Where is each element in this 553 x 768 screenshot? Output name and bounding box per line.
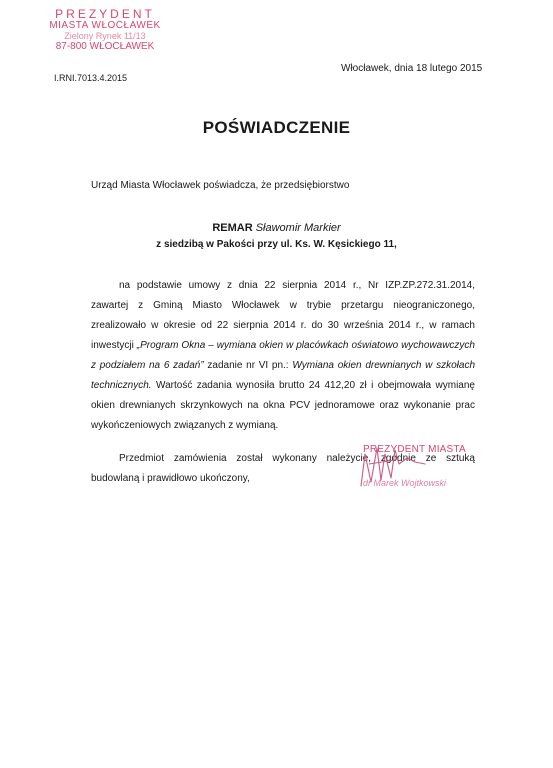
company-name: [0, 222, 553, 234]
body-paragraph-1: [91, 276, 475, 436]
company-address: z siedzibą w Pakości przy ul. Ks. W. Kęsickiego 11,: [156, 239, 397, 250]
document-title: POŚWIADCZENIE: [202, 118, 351, 137]
reference-number: I.RNI.7013.4.2015: [54, 73, 128, 83]
stamp-line-2: MIASTA WŁOCŁAWEK: [49, 20, 161, 31]
body-p1-task-name: Wymiana okien drewnianych w szkołach technicznych.: [91, 360, 476, 391]
stamp-line-3: Zielony Rynek 11/13: [64, 31, 146, 41]
body-p1-part3: Wartość zadania wynosiła brutto 24 412,20 zł i obejmowała wymianę okien drewnianych skrzynkowych na okna PCV jednoramowe oraz wykonanie prac wykończeniowych związanych z wymianą.: [91, 380, 475, 431]
body-paragraph-2: Przedmiot zamówienia został wykonany należycie, zgodnie ze sztuką budowlaną i prawidłowo ukończony,: [91, 453, 475, 484]
signature-stamp-name: dr Marek Wojtkowski: [363, 478, 447, 488]
handwritten-signature: [355, 434, 475, 504]
office-stamp: [40, 8, 170, 52]
document-date: Włocławek, dnia 18 lutego 2015: [341, 63, 483, 74]
stamp-line-1: PREZYDENT: [55, 7, 155, 21]
body-p1-part1: na podstawie umowy z dnia 22 sierpnia 2014 r., Nr IZP.ZP.272.31.2014, zawartej z Gminą Miasto Włocławek w trybie przetargu nieograniczonego, zrealizowało w okresie od 22 sierpnia 2014 r. do 30 września 2014 r., w ramach inwestycji: [91, 280, 475, 351]
company-owner: Sławomir Markier: [255, 222, 341, 234]
stamp-line-4: 87-800 WŁOCŁAWEK: [55, 41, 155, 52]
signature-stamp: [355, 434, 475, 504]
body-p1-part2: zadanie nr VI pn.:: [207, 360, 289, 371]
signature-stamp-title: PREZYDENT MIASTA: [363, 444, 466, 455]
company-name-bold: REMAR: [212, 222, 253, 234]
body-p1-program-name: „Program Okna – wymiana okien w placówkach oświatowo wychowawczych z podziałem na 6 zadań”: [91, 340, 475, 371]
intro-text: Urząd Miasta Włocławek poświadcza, że przedsiębiorstwo: [91, 180, 350, 191]
